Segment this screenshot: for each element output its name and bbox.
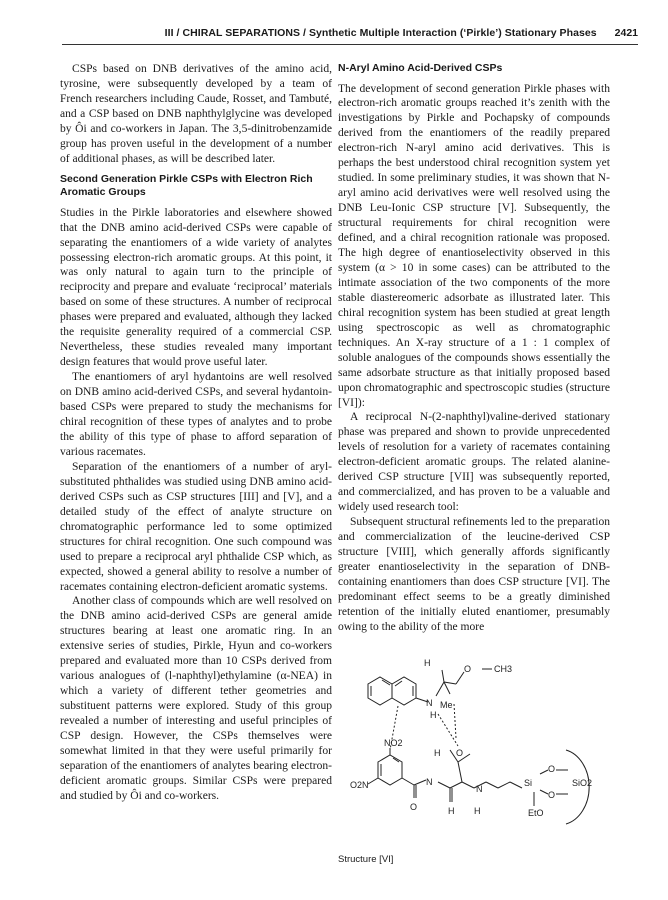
left-column (60, 62, 332, 804)
figure-caption: Structure [VI] (338, 854, 394, 865)
structure-label: O (548, 764, 556, 774)
page-number: 2421 (614, 27, 638, 39)
paragraph: CSPs based on DNB derivatives of the amino acid, tyrosine, were subsequently developed by a team of French researchers including Caude, Rosset, and Tambuté, and a CSP based on DNB naphthylglycine was developed by Ôi and co-workers in Japan. The 3,5-dinitrobenzamide group has proven useful in the development of a number of additional phases, as will be described later. (60, 63, 332, 165)
structure-label: N (426, 698, 433, 708)
structure-label: H (430, 710, 437, 720)
structure-label: H (424, 658, 431, 668)
paragraph: The development of second generation Pirkle phases with electron-rich aromatic groups reached it’s zenith with the investigations by Pirkle and Pochapsky of compounds derived from the enantiomers of the readily prepared electron-rich N-aryl amino acid derivatives. This is perhaps the best understood chiral recognition system yet studied. In some preliminary studies, it was shown that N-aryl amino acid derivatives were well resolved using the DNB Leu-Ionic CSP structure [V]. Subsequently, the structural requirements for chiral recognition were defined, and a chiral recognition rationale was proposed. The high degree of enantioselectivity observed in this system (α > 10 in some cases) can be attributed to the intimate association of the two components of the more stable diastereomeric adsorbate as illustrated later. This chiral recognition system has been studied at great length using spectroscopic as well as chromatographic techniques. An X-ray structure of a 1 : 1 complex of soluble analogues of the compounds shows essentially the same adsorbate structure as that initially proposed based upon chromatographic and spectroscopic studies (structure [VI]): (338, 82, 610, 409)
chemical-structure-figure (338, 652, 610, 852)
structure-label: N (426, 777, 433, 787)
structure-label: NO2 (384, 738, 403, 748)
dinitrobenzene-ring (378, 755, 402, 785)
structure-label: O (464, 664, 472, 674)
right-column (338, 62, 610, 635)
structure-label: O (548, 790, 556, 800)
section-heading: Second Generation Pirkle CSPs with Electron Rich Aromatic Groups (60, 172, 313, 199)
structure-label: O2N (350, 780, 369, 790)
structure-label: Me (440, 700, 453, 710)
structure-label: SiO2 (572, 778, 593, 788)
paragraph: The enantiomers of aryl hydantoins are well resolved on DNB amino acid-derived CSPs, and several hydantoin-based CSPs were prepared to study the mechanisms for chiral recognition of these types of analytes and to probe the ability of this type of phase to afford separation of various racemates. (60, 371, 332, 458)
structure-vi-drawing (338, 652, 610, 852)
running-header (62, 22, 638, 45)
structure-label: EtO (528, 808, 544, 818)
paragraph: Studies in the Pirkle laboratories and elsewhere showed that the DNB amino acid-derived CSPs were capable of separating the enantiomers of a wide variety of analytes possessing electron-rich aromatic groups. At this point, it was only natural to again turn to the principle of reciprocity and prepare and evaluate ‘reciprocal’ materials based on some of these structures. A number of reciprocal phases were prepared and evaluated, although they lacked the requisite generality required of a commercial CSP. Nevertheless, these studies revealed many important design features that would prove useful later. (60, 206, 332, 369)
paragraph: Subsequent structural refinements led to the preparation and commercialization of the leucine-derived CSP structure [VIII], which generally affords significantly greater enantioselectivity in the separation of DNB-containing enantiomers than does CSP structure [VI]. The predominant effect seems to be a greatly diminished retention of the initially eluted enantiomer, presumably owing to the ability of the more (338, 516, 610, 633)
paragraph: Another class of compounds which are well resolved on the DNB amino acid-derived CSPs are general amide structures bearing at least one aromatic ring. In an extensive series of studies, Pirkle, Hyun and co-workers prepared and evaluated more than 10 CSPs derived from various analogues of (l-naphthyl)ethylamine (α-NEA) in which a variety of different tether geometries and substituent patterns were explored. Study of this group revealed a number of interesting and useful principles of CSP design. However, the CSPs themselves were somewhat limited in that they were useful primarily for separation of the enantiomers of analytes bearing electron-deficient aromatic groups. Similar CSPs were prepared and studied by Ôi and co-workers. (60, 595, 332, 802)
running-title: III / CHIRAL SEPARATIONS / Synthetic Multiple Interaction (‘Pirkle’) Stationary Phases (164, 27, 597, 39)
naphthalene-ring-right (392, 677, 416, 705)
structure-label: O (410, 802, 418, 812)
structure-label: N (476, 784, 483, 794)
paragraph: Separation of the enantiomers of a number of aryl-substituted phthalides was studied using DNB amino acid-derived CSPs such as CSP structures [III] and [V], and a detailed study of the effect of analyte structure on chromatographic performance led to some optimized structures for chiral recognition. One such compound was used to prepare a reciprocal aryl phthalide CSP which, as expected, showed a general ability to resolve a number of racemates containing electron-deficient aromatic systems. (60, 460, 332, 593)
structure-label: Si (524, 778, 533, 788)
structure-label: CH3 (494, 664, 513, 674)
paragraph: A reciprocal N-(2-naphthyl)valine-derived stationary phase was prepared and shown to provide unprecedented levels of resolution for a variety of racemates containing electron-deficient aromatic groups. The related alanine-derived CSP structure [VII] was subsequently reported, and commercialized, and has proven to be a valuable and widely used research tool: (338, 411, 610, 514)
structure-label: H (474, 806, 481, 816)
naphthalene-ring-left (368, 677, 392, 705)
section-heading: N-Aryl Amino Acid-Derived CSPs (338, 62, 503, 74)
structure-label: O (456, 748, 464, 758)
structure-label: H (448, 806, 455, 816)
structure-label: H (434, 748, 441, 758)
